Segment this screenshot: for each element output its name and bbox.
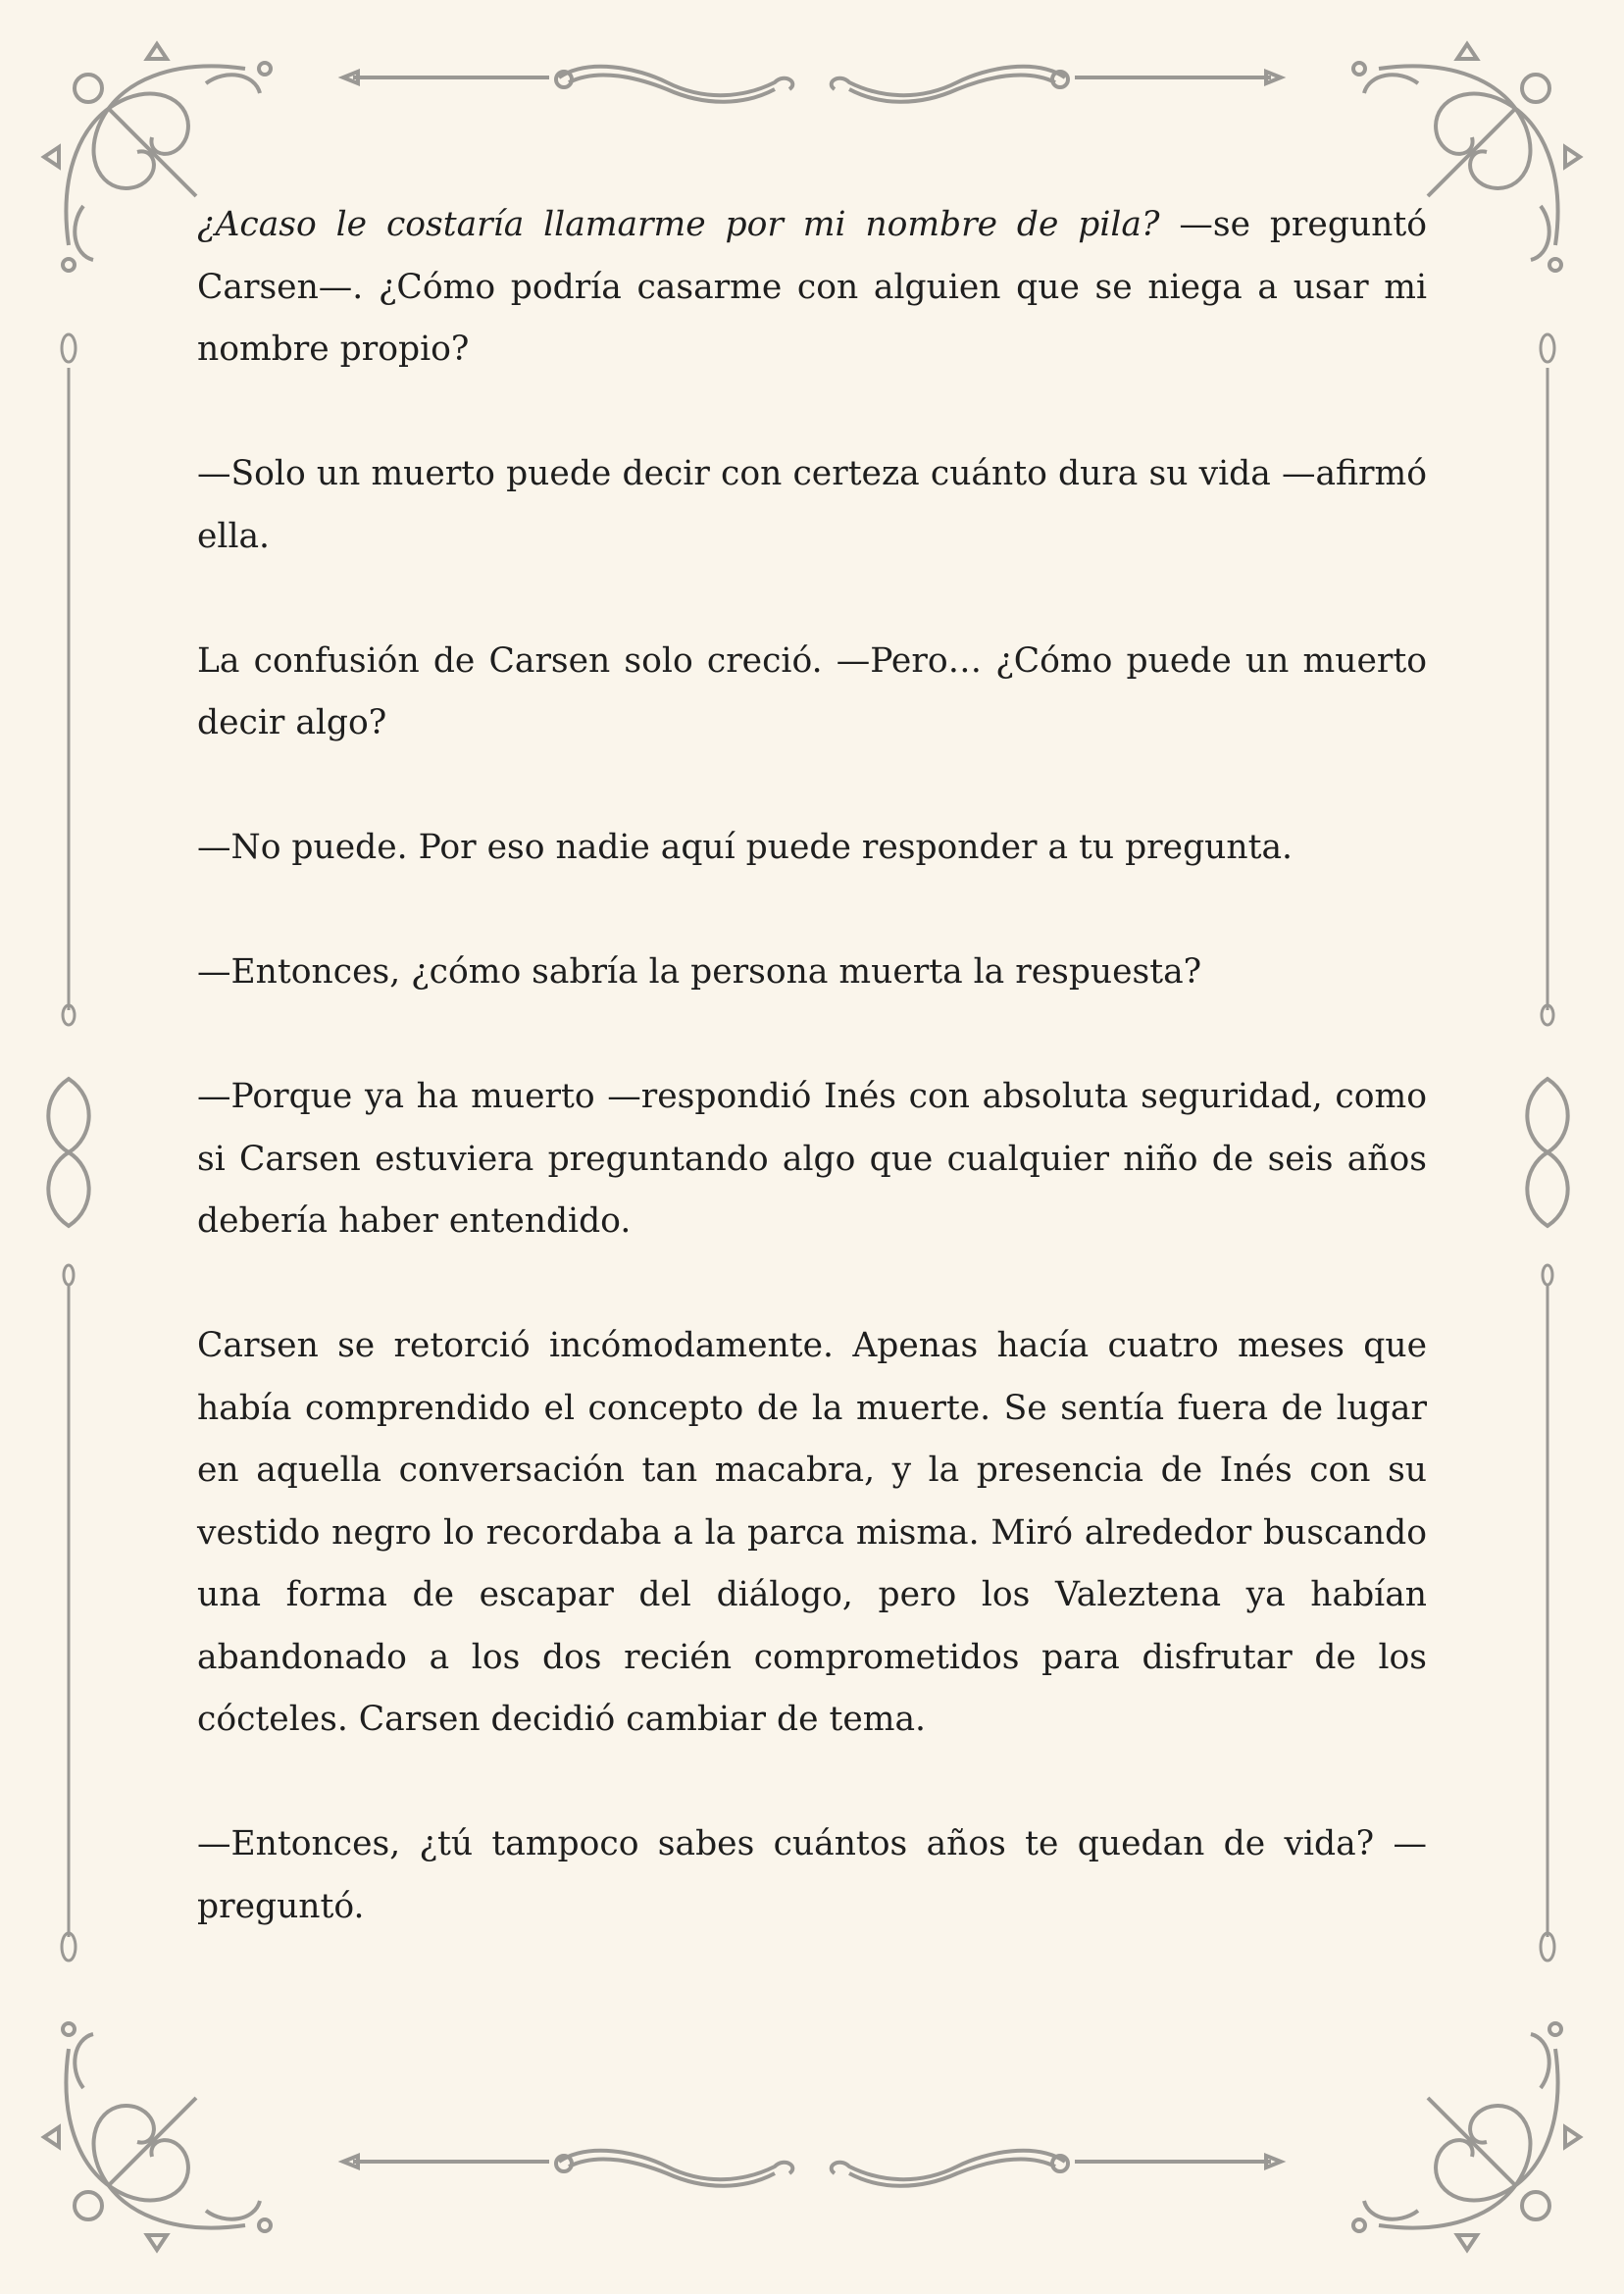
- paragraph: La confusión de Carsen solo creció. —Pero… ¿Cómo puede un muerto decir algo?: [197, 640, 1427, 742]
- paragraph: —Entonces, ¿tú tampoco sabes cuántos años te quedan de vida? —preguntó.: [197, 1824, 1427, 1926]
- corner-ornament-bottom-left: [44, 2023, 271, 2250]
- paragraph: —Porque ya ha muerto —respondió Inés con absoluta seguridad, como si Carsen estuviera preguntando algo que cualquier niño de seis años debería haber entendido.: [197, 1077, 1427, 1241]
- book-page-text: [197, 194, 1427, 2001]
- paragraph: —Entonces, ¿cómo sabría la persona muerta la respuesta?: [197, 952, 1202, 992]
- paragraph: —Solo un muerto puede decir con certeza cuánto dura su vida —afirmó ella.: [197, 454, 1427, 556]
- paragraph: —No puede. Por eso nadie aquí puede responder a tu pregunta.: [197, 828, 1293, 867]
- bottom-flourish: [343, 2151, 1281, 2186]
- paragraph: Carsen se retorció incómodamente. Apenas hacía cuatro meses que había comprendido el concepto de la muerte. Se sentía fuera de lugar en aquella conversación tan macabra, y la presencia de Inés con su vestido negro lo recordaba a la parca misma. Miró alrededor buscando una forma de escapar del diálogo, pero los Valeztena ya habían abandonado a los dos recién comprometidos para disfrutar de los cócteles. Carsen decidió cambiar de tema.: [197, 1326, 1427, 1739]
- top-flourish: [343, 67, 1281, 102]
- corner-ornament-bottom-right: [1353, 2023, 1580, 2250]
- paragraph-italic-thought: ¿Acaso le costaría llamarme por mi nombre de pila?: [197, 205, 1160, 244]
- paragraph-text: —se preguntó Carsen—. ¿Cómo podría casarme con alguien que se niega a usar mi nombre propio?: [197, 205, 1427, 369]
- paragraph: [197, 194, 1427, 382]
